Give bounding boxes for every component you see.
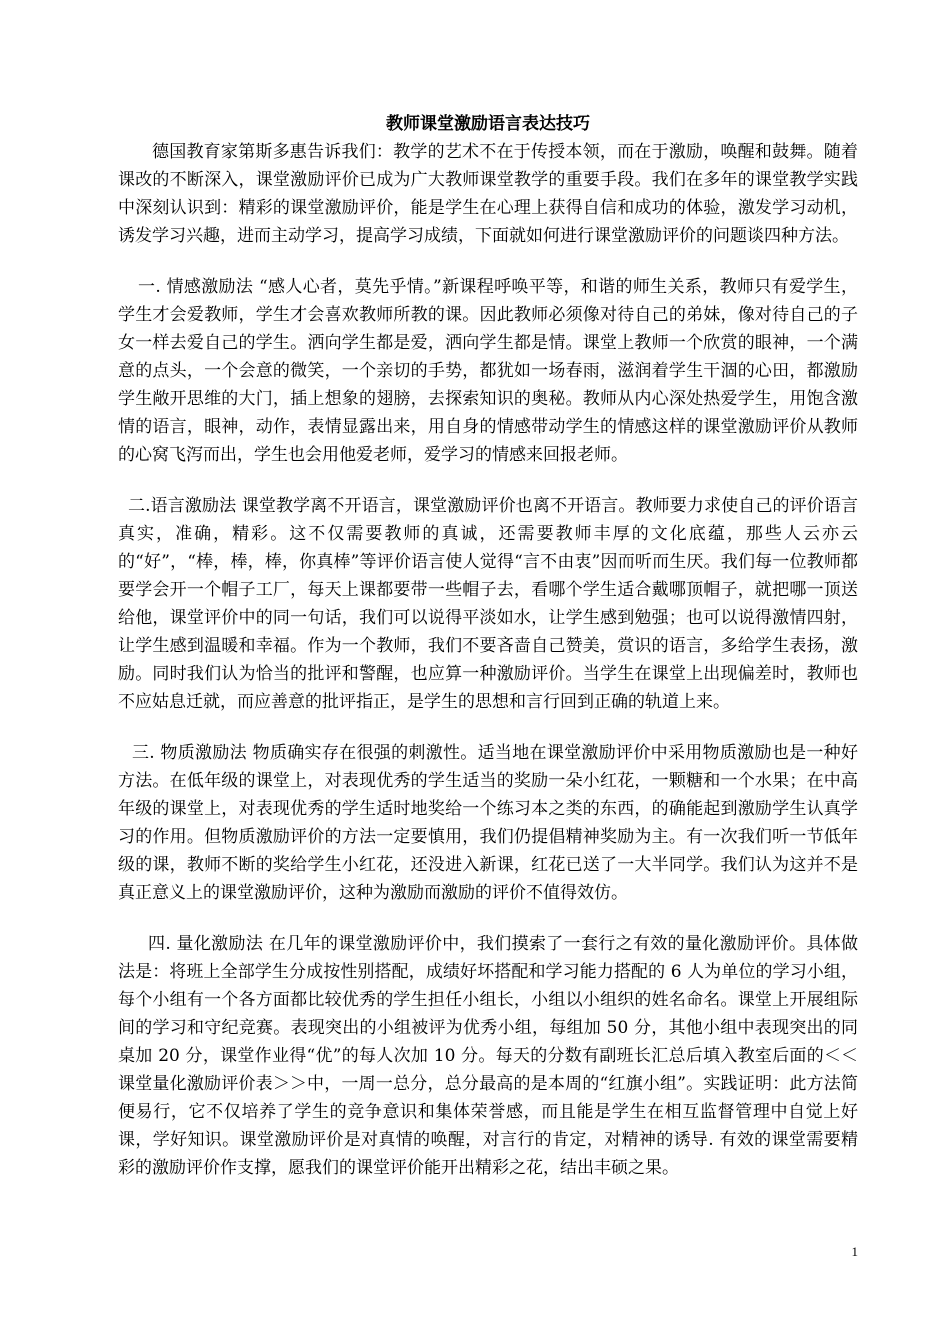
document-page xyxy=(118,112,858,1182)
document-title: 教师课堂激励语言表达技巧 xyxy=(386,114,590,134)
paragraph-gap xyxy=(118,716,858,739)
paragraph-intro: 德国教育家第斯多惠告诉我们：教学的艺术不在于传授本领，而在于激励，唤醒和鼓舞。随着课改的不断深入，课堂激励评价已成为广大教师课堂教学的重要手段。我们在多年的课堂教学实践中深刻认识到：精彩的课堂激励评价，能是学生在心理上获得自信和成功的体验，激发学习动机，诱发学习兴趣，进而主动学习，提高学习成绩，下面就如何进行课堂激励评价的问题谈四种方法。 xyxy=(118,142,858,246)
paragraph-gap xyxy=(118,469,858,492)
page-number: 1 xyxy=(851,1244,858,1259)
paragraph-quantified-motivation: 四. 量化激励法 在几年的课堂激励评价中，我们摸索了一套行之有效的量化激励评价。具体做法是：将班上全部学生分成按性别搭配，成绩好坏搭配和学习能力搭配的 6 人为单位的学习小组，每个小组有一个各方面都比较优秀的学生担任小组长，小组以小组织的姓名命名。课堂上开展组际间的学习和守纪竞赛。表现突出的小组被评为优秀小组，每组加 50 分，其他小组中表现突出的同桌加 20 分，课堂作业得“优”的每人次加 10 分。每天的分数有副班长汇总后填入教室后面的＜＜课堂量化激励评价表＞＞中，一周一总分，总分最高的是本周的“红旗小组”。实践证明：此方法简便易行，它不仅培养了学生的竞争意识和集体荣誉感，而且能是学生在相互监督管理中自觉上好课，学好知识。课堂激励评价是对真情的唤醒，对言行的肯定，对精神的诱导. 有效的课堂需要精彩的激励评价作支撑，愿我们的课堂评价能开出精彩之花，结出丰硕之果。 xyxy=(118,934,858,1178)
paragraph-material-motivation: 三. 物质激励法 物质确实存在很强的刺激性。适当地在课堂激励评价中采用物质激励也是一种好方法。在低年级的课堂上，对表现优秀的学生适当的奖励一朵小红花，一颗糖和一个水果；在中高年级的课堂上，对表现优秀的学生适时地奖给一个练习本之类的东西，的确能起到激励学生认真学习的作用。但物质激励评价的方法一定要慎用，我们仍提倡精神奖励为主。有一次我们听一节低年级的课，教师不断的奖给学生小红花，还没进入新课，红花已送了一大半同学。我们认为这并不是真正意义上的课堂激励评价，这种为激励而激励的评价不值得效仿。 xyxy=(118,743,858,903)
paragraph-gap xyxy=(118,907,858,930)
paragraph-emotional-motivation: 一. 情感激励法 “感人心者，莫先乎情。”新课程呼唤平等，和谐的师生关系，教师只有爱学生，学生才会爱教师，学生才会喜欢教师所教的课。因此教师必须像对待自己的弟妹，像对待自己的子女一样去爱自己的学生。洒向学生都是爱，洒向学生都是情。课堂上教师一个欣赏的眼神，一个满意的点头，一个会意的微笑，一个亲切的手势，都犹如一场春雨，滋润着学生干涸的心田，都激励学生敞开思维的大门，插上想象的翅膀，去探索知识的奥秘。教师从内心深处热爱学生，用饱含激情的语言，眼神，动作，表情显露出来，用自身的情感带动学生的情感这样的课堂激励评价从教师的心窝飞泻而出，学生也会用他爱老师，爱学习的情感来回报老师。 xyxy=(118,277,858,465)
paragraph-gap xyxy=(118,250,858,273)
paragraph-language-motivation: 二.语言激励法 课堂教学离不开语言，课堂激励评价也离不开语言。教师要力求使自己的评价语言真实，准确，精彩。这不仅需要教师的真诚，还需要教师丰厚的文化底蕴，那些人云亦云的“好”，“棒，棒，棒，你真棒”等评价语言使人觉得“言不由衷”因而听而生厌。我们每一位教师都要学会开一个帽子工厂，每天上课都要带一些帽子去，看哪个学生适合戴哪顶帽子，就把哪一顶送给他，课堂评价中的同一句话，我们可以说得平淡如水，让学生感到勉强；也可以说得激情四射，让学生感到温暖和幸福。作为一个教师，我们不要吝啬自己赞美，赏识的语言，多给学生表扬，激励。同时我们认为恰当的批评和警醒，也应算一种激励评价。当学生在课堂上出现偏差时，教师也不应姑息迁就，而应善意的批评指正，是学生的思想和言行回到正确的轨道上来。 xyxy=(118,496,858,712)
